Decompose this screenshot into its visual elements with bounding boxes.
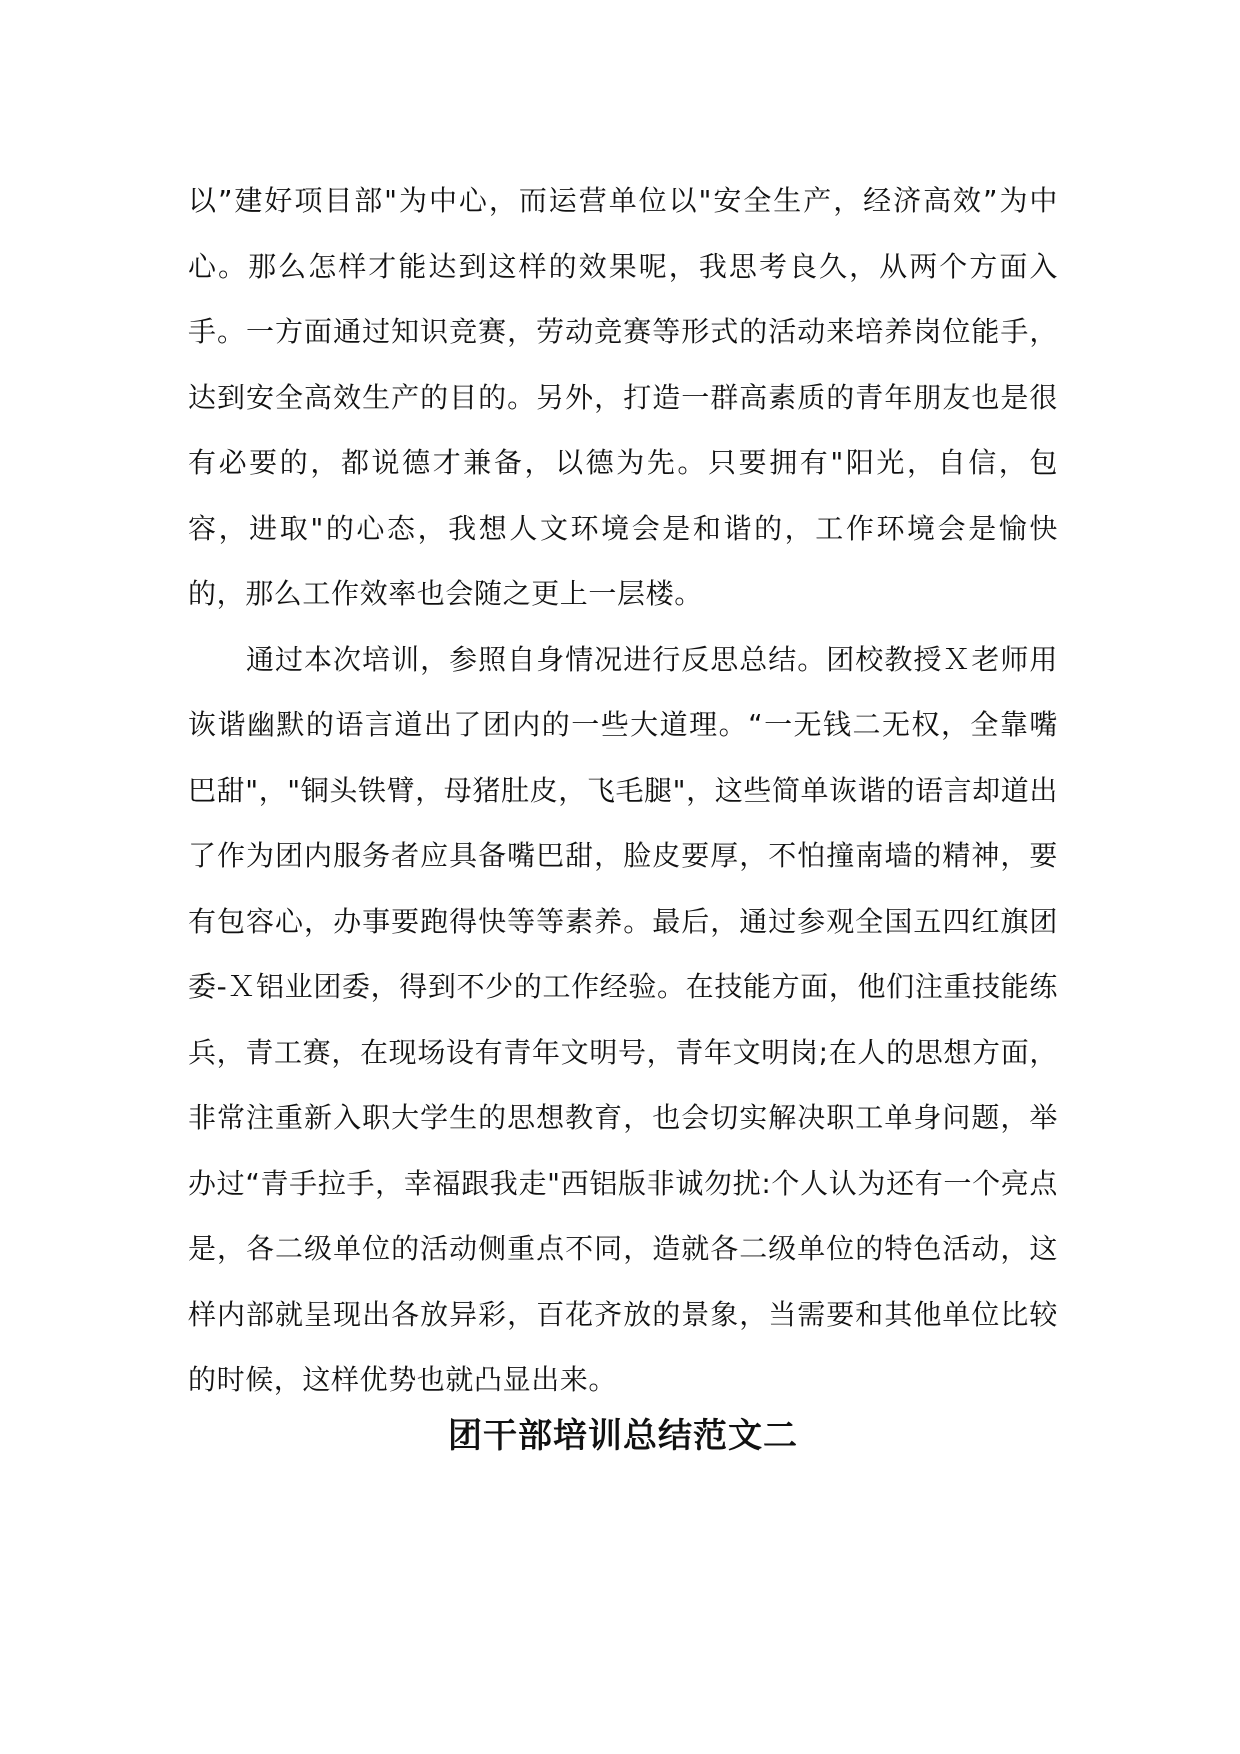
paragraph-1: 以”建好项目部"为中心，而运营单位以"安全生产，经济高效”为中心。那么怎样才能达到这样的效果呢，我思考良久，从两个方面入手。一方面通过知识竞赛，劳动竞赛等形式的活动来培养岗位能手，达到安全高效生产的目的。另外，打造一群高素质的青年朋友也是很有必要的，都说德才兼备，以德为先。只要拥有"阳光，自信，包容，进取"的心态，我想人文环境会是和谐的，工作环境会是愉快的，那么工作效率也会随之更上一层楼。 — [188, 184, 1058, 610]
paragraph-2: 通过本次培训，参照自身情况进行反思总结。团校教授Ｘ老师用诙谐幽默的语言道出了团内的一些大道理。“一无钱二无权，全靠嘴巴甜"，"铜头铁臂，母猪肚皮，飞毛腿"，这些简单诙谐的语言却道出了作为团内服务者应具备嘴巴甜，脸皮要厚，不怕撞南墙的精神，要有包容心，办事要跑得快等等素养。最后，通过参观全国五四红旗团委-Ｘ铝业团委，得到不少的工作经验。在技能方面，他们注重技能练兵，青工赛，在现场设有青年文明号，青年文明岗;在人的思想方面，非常注重新入职大学生的思想教育，也会切实解决职工单身问题，举办过“青手拉手，幸福跟我走"西铝版非诚勿扰:个人认为还有一个亮点是，各二级单位的活动侧重点不同，造就各二级单位的特色活动，这样内部就呈现出各放异彩，百花齐放的景象，当需要和其他单位比较的时候，这样优势也就凸显出来。 — [188, 642, 1058, 1396]
body-text — [188, 168, 1058, 1413]
section-heading: 团干部培训总结范文二 — [448, 1416, 798, 1456]
